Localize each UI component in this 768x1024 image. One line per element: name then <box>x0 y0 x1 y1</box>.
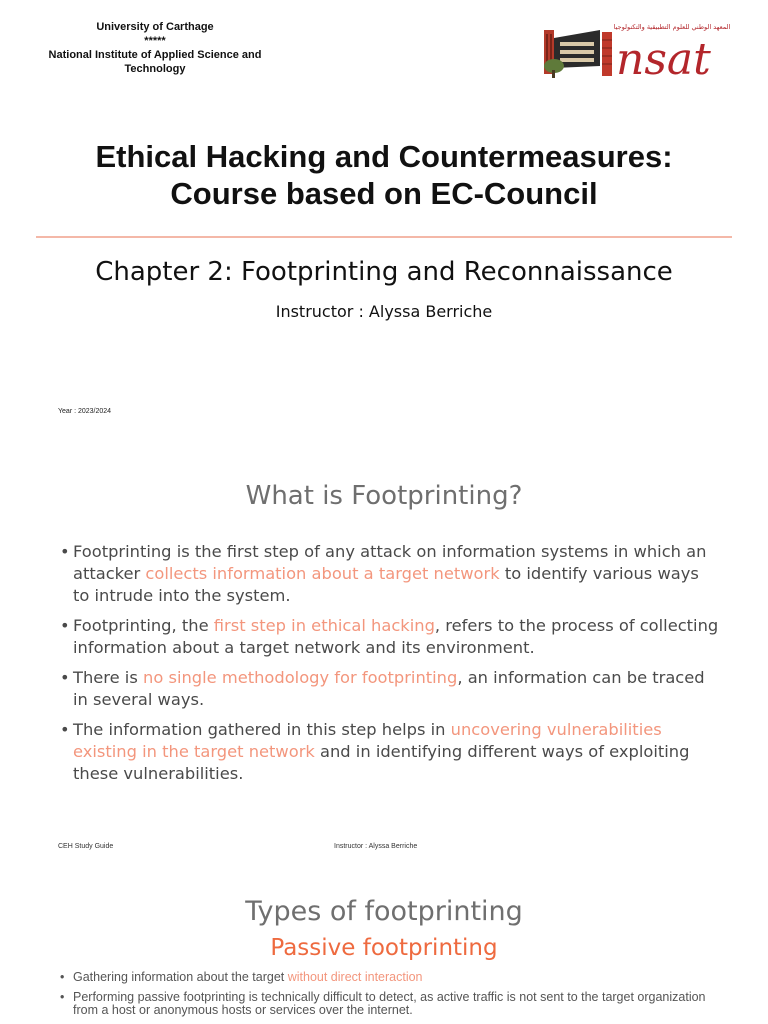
bullet-item <box>60 667 720 711</box>
bullet-text: and in identifying different ways of exploiting these vulnerabilities. <box>73 742 690 783</box>
bullet-item <box>60 971 720 984</box>
title-divider <box>36 236 732 238</box>
slide-title: Types of footprinting <box>245 896 523 927</box>
bullet-text: Performing passive footprinting is technically difficult to detect, as active traffic is not sent to the target organization from a host or anonymous hosts or services over the internet. <box>73 990 706 1017</box>
bullet-list <box>60 971 720 1024</box>
academic-year: Year : 2023/2024 <box>58 408 112 415</box>
bullet-item <box>60 615 720 659</box>
stars-separator: ***** <box>144 35 166 47</box>
title-slide <box>0 0 768 440</box>
bullet-text: The information gathered in this step helps in <box>73 720 451 739</box>
university-header <box>20 20 290 76</box>
bullet-text: , an information can be traced in several ways. <box>73 668 705 709</box>
footer-source: CEH Study Guide <box>58 843 114 850</box>
bullet-list <box>60 541 720 793</box>
logo-nsat-text: nsat <box>616 34 711 82</box>
institute-name: National Institute of Applied Science and Technology <box>48 49 262 75</box>
types-of-footprinting-slide <box>0 870 768 1024</box>
bullet-text: Gathering information about the target <box>73 970 288 984</box>
footer-instructor: Instructor : Alyssa Berriche <box>334 843 418 850</box>
bullet-item <box>60 719 720 785</box>
bullet-text: , refers to the process of collecting information about a target network and its environment. <box>73 616 719 657</box>
slide-title: What is Footprinting? <box>245 481 523 511</box>
course-title-line1: Ethical Hacking and Countermeasures: <box>95 139 673 174</box>
logo-arabic-text: المعهد الوطني للعلوم التطبيقية والتكنولوجيا <box>613 23 731 31</box>
course-title-line2: Course based on EC-Council <box>170 176 598 211</box>
bullet-highlight: first step in ethical hacking <box>213 616 435 635</box>
bullet-highlight: no single methodology for footprinting <box>143 668 458 687</box>
course-title <box>20 138 748 212</box>
bullet-text: Footprinting is the first step of any attack on information systems in which an attacker <box>73 542 707 583</box>
bullet-item <box>60 541 720 607</box>
slide-subtitle: Passive footprinting <box>270 935 498 961</box>
bullet-text: to identify various ways to intrude into the system. <box>73 564 699 605</box>
bullet-highlight: uncovering vulnerabilities existing in the target network <box>73 720 662 761</box>
bullet-text: Footprinting, the <box>73 616 214 635</box>
insat-logo <box>540 16 735 82</box>
chapter-title: Chapter 2: Footprinting and Reconnaissance <box>95 257 673 287</box>
bullet-highlight: without direct interaction <box>287 970 423 984</box>
university-name: University of Carthage <box>96 21 214 33</box>
instructor-name: Instructor : Alyssa Berriche <box>275 302 493 321</box>
bullet-item <box>60 991 720 1017</box>
bullet-highlight: collects information about a target network <box>145 564 500 583</box>
bullet-text: There is <box>73 668 143 687</box>
what-is-footprinting-slide <box>0 445 768 865</box>
